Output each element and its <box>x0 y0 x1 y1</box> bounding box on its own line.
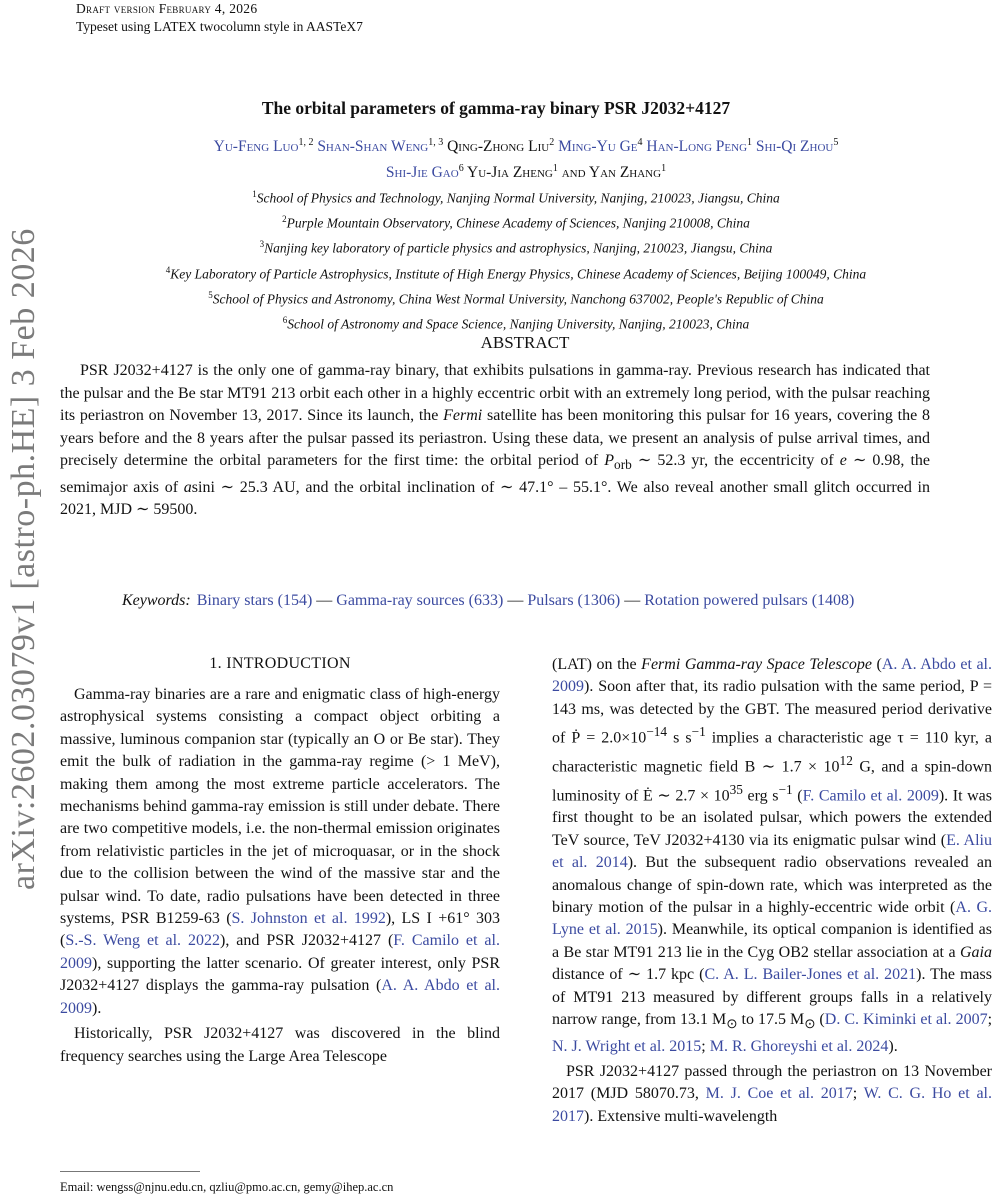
author-name: Qing-Zhong Liu <box>447 138 550 156</box>
affiliation: $^4$Key Laboratory of Particle Astrophysics, Institute of High Energy Physics, Chinese Academy of Sciences, Beijing 100049, China <box>165 264 867 282</box>
keyword-link[interactable]: Gamma-ray sources (633) <box>336 592 504 609</box>
author-link[interactable]: Yu-Feng Luo <box>213 138 299 156</box>
section-heading: 1. INTRODUCTION <box>209 655 351 672</box>
keyword-link[interactable]: Pulsars (1306) <box>527 592 621 609</box>
citation-link[interactable]: E. Aliu et al. 2014 <box>552 831 992 872</box>
affil-mark: 4 <box>637 137 643 148</box>
left-column <box>60 684 500 1071</box>
keywords-label: Keywords: <box>122 592 191 609</box>
affiliation: $^3$Nanjing key laboratory of particle physics and astrophysics, Nanjing, 210023, Jiangsu, China <box>259 239 773 256</box>
citation-link[interactable]: F. Camilo et al. 2009 <box>60 932 500 972</box>
paragraph: PSR J2032+4127 passed through the periastron on 13 November 2017 (MJD 58070.73, M. J. Coe et al. 2017; W. C. G. Ho et al. 2017). Extensive multi-wavelength <box>552 1063 992 1125</box>
author-list <box>60 132 992 184</box>
author-link[interactable]: Shan-Shan Weng <box>317 138 429 156</box>
affiliation: $^1$School of Physics and Technology, Nanjing Normal University, Nanjing, 210023, Jiangsu, China <box>252 189 780 206</box>
citation-link[interactable]: A. A. Abdo et al. 2009 <box>60 977 500 1017</box>
arxiv-identifier[interactable]: arXiv:2602.03079v1 [astro-ph.HE] 3 Feb 2026 <box>5 228 42 890</box>
author-link[interactable]: Han-Long Peng <box>646 138 748 156</box>
author-link[interactable]: Ming-Yu Ge <box>558 138 638 156</box>
affiliation-list <box>40 184 992 335</box>
affil-mark: 6 <box>458 163 464 175</box>
footnote-email: Email: wengss@njnu.edu.cn, qzliu@pmo.ac.cn, gemy@ihep.ac.cn <box>60 1180 394 1194</box>
author-and: and <box>561 164 586 182</box>
citation-link[interactable]: W. C. G. Ho et al. 2017 <box>552 1085 992 1125</box>
affiliation: $^2$Purple Mountain Observatory, Chinese Academy of Sciences, Nanjing 210008, China <box>282 214 750 231</box>
paper-title: The orbital parameters of gamma-ray binary PSR J2032+4127 <box>261 98 731 118</box>
right-column <box>552 654 992 1131</box>
affil-mark: 2 <box>549 137 555 148</box>
citation-link[interactable]: C. A. L. Bailer-Jones et al. 2021 <box>704 966 917 984</box>
affil-mark: 1 <box>552 163 558 175</box>
citation-link[interactable]: F. Camilo et al. 2009 <box>802 787 939 805</box>
running-header <box>76 0 363 36</box>
typeset-note: Typeset using LATEX twocolumn style in AASTeX7 <box>76 19 363 34</box>
author-name: Yan Zhang <box>588 164 662 182</box>
affiliation: $^5$School of Physics and Astronomy, China West Normal University, Nanchong 637002, People's Republic of China <box>208 289 824 307</box>
author-name: Yu-Jia Zheng <box>467 164 553 182</box>
affil-mark: 5 <box>833 137 839 148</box>
affil-mark: 1, 2 <box>298 137 314 148</box>
affil-mark: 1, 3 <box>428 137 444 148</box>
author-link[interactable]: Shi-Jie Gao <box>385 164 459 182</box>
draft-version: Draft version February 4, 2026 <box>76 1 258 16</box>
citation-link[interactable]: D. C. Kiminki et al. 2007 <box>824 1011 988 1029</box>
paragraph: (LAT) on the Fermi Gamma-ray Space Telescope (A. A. Abdo et al. 2009). Soon after that, its radio pulsation with the same period, P = 143 ms, was detected by the GBT. The measured period derivative of Ṗ = $2.0\times 10^{-14}$ s $s^{-1}$ implies a characteristic age τ = 110 kyr, a characteristic magnetic field B ∼ $1.7 \times 10^{12}$ G, and a spin-down luminosity of Ė ∼ $2.7 \times 10^{35}$ erg $s^{-1}$ (F. Camilo et al. 2009). It was first thought to be an isolated pulsar, which powers the extended TeV source, TeV J2032+4130 via its enigmatic pulsar wind (E. Aliu et al. 2014). But the subsequent radio observations revealed an anomalous change of spin-down rate, which was interpreted as the binary motion of the pulsar in a highly-eccentric wide orbit (A. G. Lyne et al. 2015). Meanwhile, its optical companion is identified as a Be star MT91 213 lie in the Cyg OB2 stellar association at a Gaia distance of ∼ 1.7 kpc (C. A. L. Bailer-Jones et al. 2021). The mass of MT91 213 measured by different groups falls in a relatively narrow range, from 13.1 $M_⊙$ to 17.5 $M_⊙$ (D. C. Kiminki et al. 2007; N. J. Wright et al. 2015; M. R. Ghoreyshi et al. 2024). <box>552 656 992 1055</box>
affil-mark: 1 <box>747 137 753 148</box>
citation-link[interactable]: A. A. Abdo et al. 2009 <box>552 656 992 696</box>
author-link[interactable]: Shi-Qi Zhou <box>755 138 834 156</box>
footnote-rule <box>60 1171 200 1172</box>
paragraph: Historically, PSR J2032+4127 was discovered in the blind frequency searches using the Large Area Telescope <box>60 1025 500 1065</box>
citation-link[interactable]: M. J. Coe et al. 2017 <box>705 1085 853 1103</box>
citation-link[interactable]: N. J. Wright et al. 2015 <box>552 1037 702 1055</box>
keywords-block: Keywords: Binary stars (154) — Gamma-ray sources (633) — Pulsars (1306) — Rotation powered pulsars (1408) <box>122 590 930 612</box>
citation-link[interactable]: S. Johnston et al. 1992 <box>231 910 386 928</box>
citation-link[interactable]: M. R. Ghoreyshi et al. 2024 <box>709 1037 889 1055</box>
affiliation: $^6$School of Astronomy and Space Science, Nanjing University, Nanjing, 210023, China <box>282 315 750 332</box>
paragraph: Gamma-ray binaries are a rare and enigmatic class of high-energy astrophysical systems consisting a compact object orbiting a massive, luminous companion star (typically an O or Be star). They emit the bulk of radiation in the gamma-ray regime (> 1 MeV), making them among the most extreme particle accelerators. The mechanisms behind gamma-ray emission is still under debate. There are two competitive models, i.e. the non-thermal emission originates from relativistic particles in the jet of microquasar, or in the shock due to the collision between the wind of the massive star and the pulsar wind. To date, radio pulsations have been detected in three systems, PSR B1259-63 (S. Johnston et al. 1992), LS I +61° 303 (S.-S. Weng et al. 2022), and PSR J2032+4127 (F. Camilo et al. 2009), supporting the latter scenario. Of greater interest, only PSR J2032+4127 displays the gamma-ray pulsation (A. A. Abdo et al. 2009). <box>60 686 501 1017</box>
affil-mark: 1 <box>661 163 667 175</box>
keyword-link[interactable]: Binary stars (154) <box>196 592 313 609</box>
citation-link[interactable]: S.-S. Weng et al. 2022 <box>65 932 220 950</box>
citation-link[interactable]: A. G. Lyne et al. 2015 <box>552 899 992 939</box>
abstract-heading: ABSTRACT <box>480 333 570 352</box>
keyword-link[interactable]: Rotation powered pulsars (1408) <box>644 592 855 609</box>
abstract-body: PSR J2032+4127 is the only one of gamma-ray binary, that exhibits pulsations in gamma-ray. Previous research has indicated that the pulsar and the Be star MT91 213 orbit each other in a highly eccentric orbit with an extremely long period, with the pulsar reaching its periastron on November 13, 2017. Since its launch, the Fermi satellite has been monitoring this pulsar for 16 years, covering the 8 years before and the 8 years after the pulsar passed its periastron. Using these data, we present an analysis of pulse arrival times, and precisely determine the orbital parameters for the first time: the orbital period of $P_{orb}$ ∼ 52.3 yr, the eccentricity of e ∼ 0.98, the semimajor axis of asini ∼ 25.3 AU, and the orbital inclination of ∼ 47.1° – 55.1°. We also reveal another small glitch occurred in 2021, MJD ∼ 59500. <box>60 362 931 519</box>
